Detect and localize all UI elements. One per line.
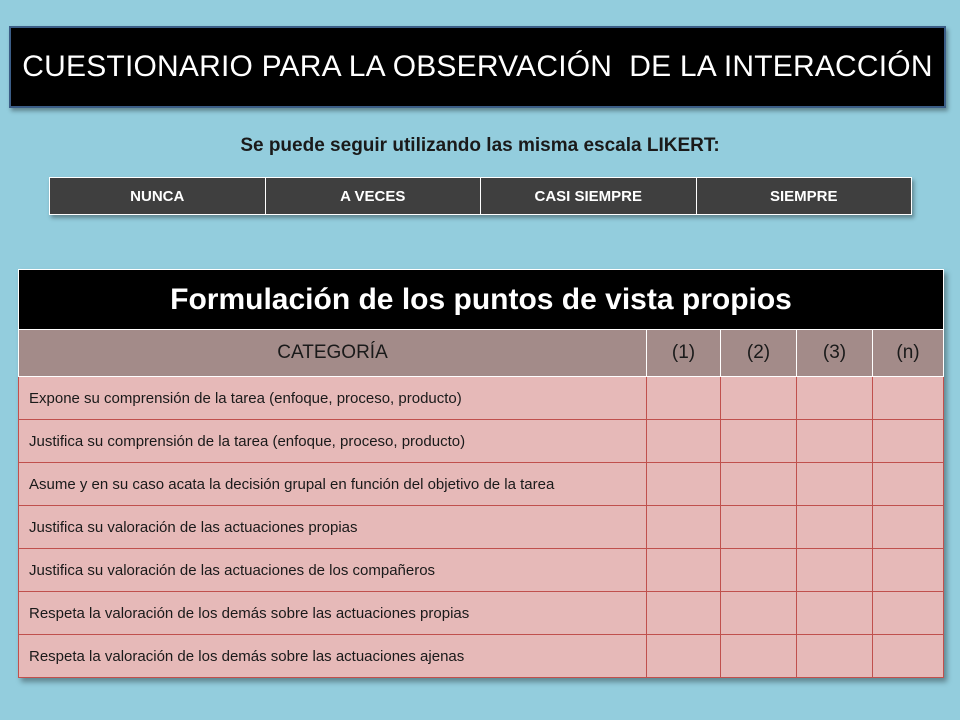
score-cell[interactable] <box>797 635 873 678</box>
likert-scale-table <box>49 177 912 215</box>
score-cell[interactable] <box>647 377 721 420</box>
score-cell[interactable] <box>873 463 944 506</box>
score-cell[interactable] <box>721 506 797 549</box>
category-label: Justifica su valoración de las actuaciones propias <box>19 506 647 549</box>
table-row <box>19 420 944 463</box>
column-header-2: (2) <box>721 330 797 377</box>
score-cell[interactable] <box>721 377 797 420</box>
column-header-row <box>19 330 944 377</box>
category-label: Expone su comprensión de la tarea (enfoque, proceso, producto) <box>19 377 647 420</box>
observation-table <box>18 269 944 678</box>
score-cell[interactable] <box>647 635 721 678</box>
score-cell[interactable] <box>721 549 797 592</box>
score-cell[interactable] <box>797 549 873 592</box>
likert-subtitle: Se puede seguir utilizando las misma escala LIKERT: <box>240 135 720 156</box>
score-cell[interactable] <box>721 592 797 635</box>
score-cell[interactable] <box>647 463 721 506</box>
score-cell[interactable] <box>647 506 721 549</box>
category-label: Respeta la valoración de los demás sobre las actuaciones propias <box>19 592 647 635</box>
score-cell[interactable] <box>873 635 944 678</box>
table-row <box>19 377 944 420</box>
page-title: CUESTIONARIO PARA LA OBSERVACIÓN DE LA INTERACCIÓN <box>22 50 933 83</box>
likert-option-a-veces: A VECES <box>265 178 481 215</box>
table-row <box>19 635 944 678</box>
table-row <box>19 506 944 549</box>
column-header-n: (n) <box>873 330 944 377</box>
category-label: Justifica su valoración de las actuaciones de los compañeros <box>19 549 647 592</box>
likert-option-siempre: SIEMPRE <box>696 178 912 215</box>
score-cell[interactable] <box>721 635 797 678</box>
score-cell[interactable] <box>873 506 944 549</box>
likert-row <box>50 178 912 215</box>
score-cell[interactable] <box>797 463 873 506</box>
score-cell[interactable] <box>873 549 944 592</box>
score-cell[interactable] <box>873 420 944 463</box>
column-header-1: (1) <box>647 330 721 377</box>
likert-option-casi-siempre: CASI SIEMPRE <box>481 178 697 215</box>
score-cell[interactable] <box>647 592 721 635</box>
score-cell[interactable] <box>797 592 873 635</box>
score-cell[interactable] <box>721 420 797 463</box>
score-cell[interactable] <box>797 506 873 549</box>
column-header-3: (3) <box>797 330 873 377</box>
column-header-categoria: CATEGORÍA <box>19 330 647 377</box>
table-heading: Formulación de los puntos de vista propios <box>19 270 944 330</box>
category-label: Respeta la valoración de los demás sobre las actuaciones ajenas <box>19 635 647 678</box>
likert-option-nunca: NUNCA <box>50 178 266 215</box>
table-heading-row <box>19 270 944 330</box>
score-cell[interactable] <box>797 420 873 463</box>
category-label: Justifica su comprensión de la tarea (enfoque, proceso, producto) <box>19 420 647 463</box>
score-cell[interactable] <box>647 549 721 592</box>
score-cell[interactable] <box>647 420 721 463</box>
table-row <box>19 592 944 635</box>
title-banner <box>9 26 946 108</box>
category-label: Asume y en su caso acata la decisión grupal en función del objetivo de la tarea <box>19 463 647 506</box>
table-row <box>19 549 944 592</box>
score-cell[interactable] <box>721 463 797 506</box>
score-cell[interactable] <box>873 377 944 420</box>
score-cell[interactable] <box>797 377 873 420</box>
table-row <box>19 463 944 506</box>
score-cell[interactable] <box>873 592 944 635</box>
